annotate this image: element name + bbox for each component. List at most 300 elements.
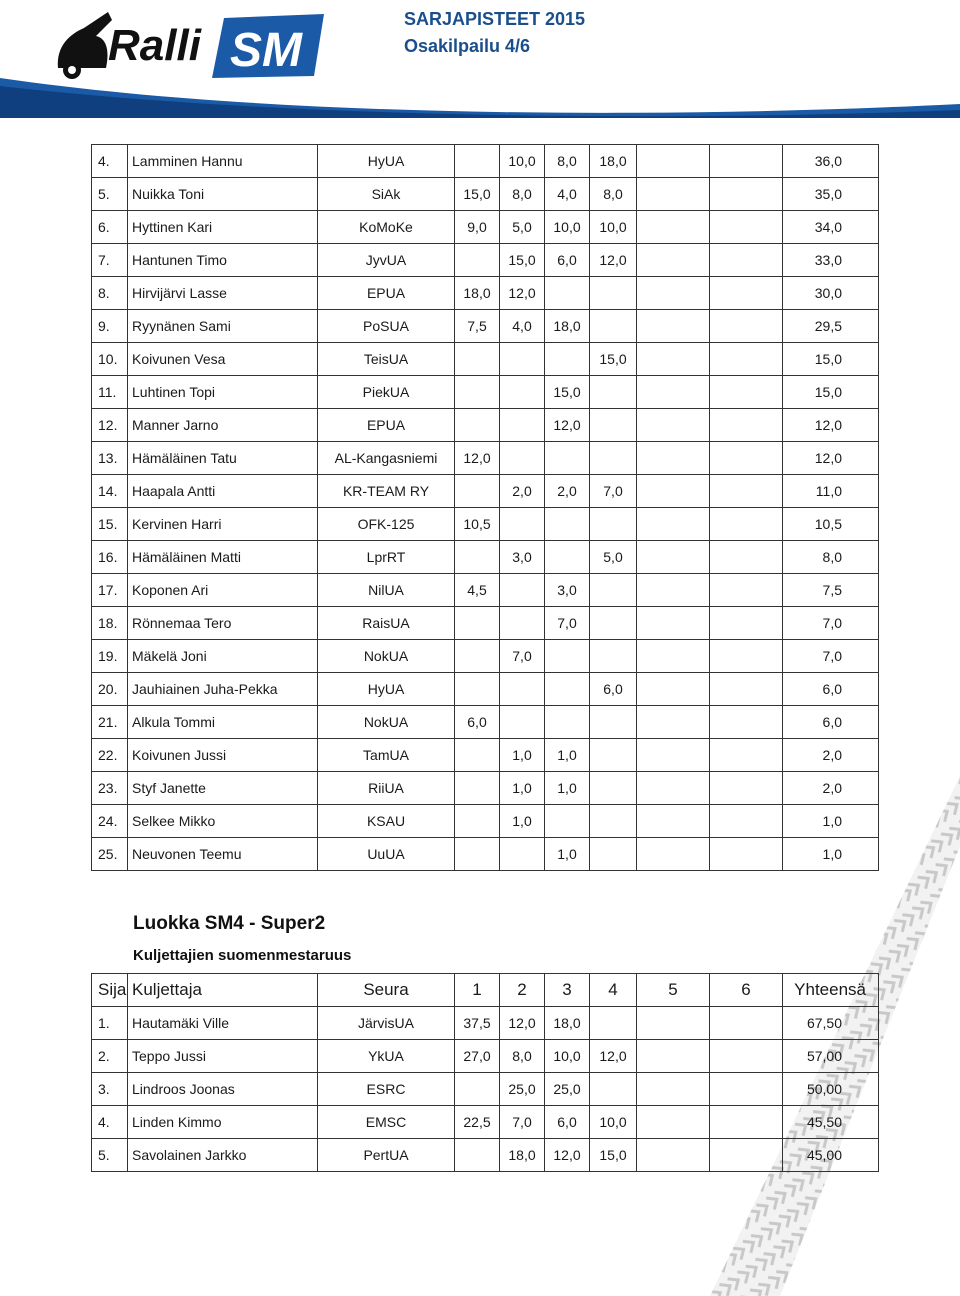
cell-r3: 15,0 bbox=[545, 376, 590, 409]
cell-r5 bbox=[637, 277, 710, 310]
cell-club: PoSUA bbox=[318, 310, 455, 343]
cell-total: 50,00 bbox=[783, 1073, 879, 1106]
table-row bbox=[92, 277, 879, 310]
cell-r3 bbox=[545, 706, 590, 739]
cell-r4: 8,0 bbox=[590, 178, 637, 211]
cell-pos: 14. bbox=[92, 475, 128, 508]
header-r5: 5 bbox=[637, 974, 710, 1007]
cell-r4 bbox=[590, 706, 637, 739]
cell-r6 bbox=[710, 739, 783, 772]
cell-name: Kervinen Harri bbox=[128, 508, 318, 541]
cell-r3: 8,0 bbox=[545, 145, 590, 178]
cell-r5 bbox=[637, 706, 710, 739]
cell-r4: 5,0 bbox=[590, 541, 637, 574]
logo-text-sm: SM bbox=[230, 24, 302, 77]
cell-r5 bbox=[637, 673, 710, 706]
cell-r4 bbox=[590, 277, 637, 310]
cell-r5 bbox=[637, 211, 710, 244]
cell-pos: 4. bbox=[92, 145, 128, 178]
cell-r6 bbox=[710, 805, 783, 838]
cell-r1: 27,0 bbox=[455, 1040, 500, 1073]
cell-r3 bbox=[545, 343, 590, 376]
cell-club: KR-TEAM RY bbox=[318, 475, 455, 508]
cell-pos: 5. bbox=[92, 1139, 128, 1172]
cell-name: Lindroos Joonas bbox=[128, 1073, 318, 1106]
cell-name: Teppo Jussi bbox=[128, 1040, 318, 1073]
cell-r1 bbox=[455, 838, 500, 871]
cell-r4 bbox=[590, 442, 637, 475]
cell-total: 36,0 bbox=[783, 145, 879, 178]
cell-r1 bbox=[455, 343, 500, 376]
cell-r1 bbox=[455, 640, 500, 673]
cell-r2 bbox=[500, 343, 545, 376]
cell-r1: 6,0 bbox=[455, 706, 500, 739]
cell-club: HyUA bbox=[318, 145, 455, 178]
table-row bbox=[92, 673, 879, 706]
cell-r6 bbox=[710, 178, 783, 211]
cell-pos: 5. bbox=[92, 178, 128, 211]
cell-club: RiiUA bbox=[318, 772, 455, 805]
cell-r2 bbox=[500, 706, 545, 739]
cell-club: EPUA bbox=[318, 409, 455, 442]
cell-r2 bbox=[500, 442, 545, 475]
cell-r6 bbox=[710, 343, 783, 376]
cell-total: 11,0 bbox=[783, 475, 879, 508]
cell-r2: 12,0 bbox=[500, 277, 545, 310]
cell-total: 7,5 bbox=[783, 574, 879, 607]
page-subtitle: Osakilpailu 4/6 bbox=[404, 36, 531, 56]
cell-pos: 25. bbox=[92, 838, 128, 871]
cell-name: Hirvijärvi Lasse bbox=[128, 277, 318, 310]
cell-r4 bbox=[590, 805, 637, 838]
cell-name: Jauhiainen Juha-Pekka bbox=[128, 673, 318, 706]
cell-name: Selkee Mikko bbox=[128, 805, 318, 838]
cell-r1 bbox=[455, 244, 500, 277]
cell-club: TeisUA bbox=[318, 343, 455, 376]
logo-sm-badge bbox=[212, 14, 324, 78]
cell-r2 bbox=[500, 508, 545, 541]
cell-r6 bbox=[710, 442, 783, 475]
cell-r1 bbox=[455, 376, 500, 409]
cell-club: TamUA bbox=[318, 739, 455, 772]
cell-r3: 6,0 bbox=[545, 244, 590, 277]
cell-r2: 12,0 bbox=[500, 1007, 545, 1040]
cell-r4 bbox=[590, 1073, 637, 1106]
cell-r3: 4,0 bbox=[545, 178, 590, 211]
cell-pos: 3. bbox=[92, 1073, 128, 1106]
cell-name: Nuikka Toni bbox=[128, 178, 318, 211]
cell-club: NilUA bbox=[318, 574, 455, 607]
cell-r5 bbox=[637, 145, 710, 178]
table-row bbox=[92, 244, 879, 277]
cell-r1 bbox=[455, 475, 500, 508]
cell-r5 bbox=[637, 772, 710, 805]
cell-name: Savolainen Jarkko bbox=[128, 1139, 318, 1172]
table-row bbox=[92, 607, 879, 640]
cell-r5 bbox=[637, 541, 710, 574]
cell-r6 bbox=[710, 673, 783, 706]
cell-club: ESRC bbox=[318, 1073, 455, 1106]
header-r2: 2 bbox=[500, 974, 545, 1007]
cell-r3 bbox=[545, 442, 590, 475]
cell-total: 35,0 bbox=[783, 178, 879, 211]
cell-name: Neuvonen Teemu bbox=[128, 838, 318, 871]
cell-pos: 12. bbox=[92, 409, 128, 442]
cell-club: JärvisUA bbox=[318, 1007, 455, 1040]
cell-r6 bbox=[710, 1106, 783, 1139]
cell-r6 bbox=[710, 541, 783, 574]
cell-r6 bbox=[710, 706, 783, 739]
cell-pos: 19. bbox=[92, 640, 128, 673]
cell-pos: 20. bbox=[92, 673, 128, 706]
cell-r4: 10,0 bbox=[590, 1106, 637, 1139]
cell-club: YkUA bbox=[318, 1040, 455, 1073]
cell-r1 bbox=[455, 1073, 500, 1106]
cell-r2 bbox=[500, 409, 545, 442]
cell-total: 30,0 bbox=[783, 277, 879, 310]
header-total: Yhteensä bbox=[783, 974, 879, 1007]
cell-r1 bbox=[455, 805, 500, 838]
cell-r3: 7,0 bbox=[545, 607, 590, 640]
header-club: Seura bbox=[318, 974, 455, 1007]
cell-r1 bbox=[455, 145, 500, 178]
cell-club: LprRT bbox=[318, 541, 455, 574]
cell-r6 bbox=[710, 409, 783, 442]
table-row bbox=[92, 178, 879, 211]
cell-r6 bbox=[710, 1040, 783, 1073]
cell-total: 6,0 bbox=[783, 673, 879, 706]
cell-r6 bbox=[710, 376, 783, 409]
cell-r2: 5,0 bbox=[500, 211, 545, 244]
cell-r5 bbox=[637, 244, 710, 277]
cell-pos: 9. bbox=[92, 310, 128, 343]
cell-r4 bbox=[590, 508, 637, 541]
table-row bbox=[92, 145, 879, 178]
cell-r4 bbox=[590, 1007, 637, 1040]
cell-r5 bbox=[637, 1007, 710, 1040]
logo-text-ralli: Ralli bbox=[108, 21, 201, 70]
cell-club: RaisUA bbox=[318, 607, 455, 640]
cell-club: PiekUA bbox=[318, 376, 455, 409]
cell-club: OFK-125 bbox=[318, 508, 455, 541]
cell-pos: 10. bbox=[92, 343, 128, 376]
cell-r3: 25,0 bbox=[545, 1073, 590, 1106]
cell-club: JyvUA bbox=[318, 244, 455, 277]
header-r3: 3 bbox=[545, 974, 590, 1007]
cell-pos: 22. bbox=[92, 739, 128, 772]
cell-r5 bbox=[637, 838, 710, 871]
cell-r6 bbox=[710, 1139, 783, 1172]
cell-r6 bbox=[710, 211, 783, 244]
cell-r6 bbox=[710, 607, 783, 640]
cell-r6 bbox=[710, 310, 783, 343]
cell-r5 bbox=[637, 574, 710, 607]
cell-total: 2,0 bbox=[783, 739, 879, 772]
cell-pos: 24. bbox=[92, 805, 128, 838]
cell-total: 57,00 bbox=[783, 1040, 879, 1073]
cell-r4 bbox=[590, 640, 637, 673]
cell-pos: 4. bbox=[92, 1106, 128, 1139]
cell-r3 bbox=[545, 640, 590, 673]
cell-r2 bbox=[500, 673, 545, 706]
cell-name: Rönnemaa Tero bbox=[128, 607, 318, 640]
table-row bbox=[92, 343, 879, 376]
cell-r4: 12,0 bbox=[590, 244, 637, 277]
cell-name: Koivunen Vesa bbox=[128, 343, 318, 376]
cell-r5 bbox=[637, 1073, 710, 1106]
cell-pos: 1. bbox=[92, 1007, 128, 1040]
cell-name: Hämäläinen Tatu bbox=[128, 442, 318, 475]
cell-club: UuUA bbox=[318, 838, 455, 871]
cell-r4 bbox=[590, 838, 637, 871]
cell-r1: 9,0 bbox=[455, 211, 500, 244]
table-row bbox=[92, 739, 879, 772]
cell-pos: 15. bbox=[92, 508, 128, 541]
cell-name: Hyttinen Kari bbox=[128, 211, 318, 244]
cell-r6 bbox=[710, 772, 783, 805]
cell-pos: 16. bbox=[92, 541, 128, 574]
header-r1: 1 bbox=[455, 974, 500, 1007]
cell-r4 bbox=[590, 574, 637, 607]
cell-r6 bbox=[710, 277, 783, 310]
cell-r5 bbox=[637, 739, 710, 772]
cell-name: Hantunen Timo bbox=[128, 244, 318, 277]
cell-name: Manner Jarno bbox=[128, 409, 318, 442]
cell-r3: 10,0 bbox=[545, 211, 590, 244]
page-title: SARJAPISTEET 2015 bbox=[404, 9, 586, 29]
cell-r5 bbox=[637, 1040, 710, 1073]
cell-pos: 2. bbox=[92, 1040, 128, 1073]
cell-pos: 11. bbox=[92, 376, 128, 409]
cell-total: 12,0 bbox=[783, 442, 879, 475]
cell-r6 bbox=[710, 1073, 783, 1106]
cell-total: 33,0 bbox=[783, 244, 879, 277]
cell-pos: 8. bbox=[92, 277, 128, 310]
cell-total: 45,50 bbox=[783, 1106, 879, 1139]
cell-r2: 4,0 bbox=[500, 310, 545, 343]
cell-r1: 18,0 bbox=[455, 277, 500, 310]
cell-total: 15,0 bbox=[783, 343, 879, 376]
cell-r2: 15,0 bbox=[500, 244, 545, 277]
cell-name: Linden Kimmo bbox=[128, 1106, 318, 1139]
cell-r2: 7,0 bbox=[500, 1106, 545, 1139]
cell-r3: 2,0 bbox=[545, 475, 590, 508]
cell-pos: 21. bbox=[92, 706, 128, 739]
cell-r5 bbox=[637, 805, 710, 838]
cell-r2 bbox=[500, 376, 545, 409]
cell-r4 bbox=[590, 607, 637, 640]
cell-club: EMSC bbox=[318, 1106, 455, 1139]
cell-total: 1,0 bbox=[783, 805, 879, 838]
header-r6: 6 bbox=[710, 974, 783, 1007]
cell-club: EPUA bbox=[318, 277, 455, 310]
cell-r3: 3,0 bbox=[545, 574, 590, 607]
cell-name: Mäkelä Joni bbox=[128, 640, 318, 673]
cell-club: HyUA bbox=[318, 673, 455, 706]
cell-club: SiAk bbox=[318, 178, 455, 211]
cell-r5 bbox=[637, 343, 710, 376]
cell-r1: 15,0 bbox=[455, 178, 500, 211]
cell-r1 bbox=[455, 673, 500, 706]
cell-r1 bbox=[455, 1139, 500, 1172]
cell-r3 bbox=[545, 508, 590, 541]
cell-total: 29,5 bbox=[783, 310, 879, 343]
cell-r3: 12,0 bbox=[545, 409, 590, 442]
cell-r2 bbox=[500, 838, 545, 871]
cell-r2: 8,0 bbox=[500, 178, 545, 211]
header-name: Kuljettaja bbox=[128, 974, 318, 1007]
table-row bbox=[92, 475, 879, 508]
cell-r6 bbox=[710, 838, 783, 871]
cell-r6 bbox=[710, 145, 783, 178]
cell-r1 bbox=[455, 541, 500, 574]
cell-r5 bbox=[637, 376, 710, 409]
table-row bbox=[92, 838, 879, 871]
cell-r2 bbox=[500, 607, 545, 640]
cell-r3 bbox=[545, 277, 590, 310]
table-row bbox=[92, 442, 879, 475]
cell-r1: 12,0 bbox=[455, 442, 500, 475]
cell-pos: 18. bbox=[92, 607, 128, 640]
cell-r3: 6,0 bbox=[545, 1106, 590, 1139]
cell-r6 bbox=[710, 640, 783, 673]
cell-r3 bbox=[545, 673, 590, 706]
cell-r4: 10,0 bbox=[590, 211, 637, 244]
cell-r3: 18,0 bbox=[545, 1007, 590, 1040]
cell-total: 7,0 bbox=[783, 607, 879, 640]
cell-r3: 1,0 bbox=[545, 838, 590, 871]
cell-name: Hautamäki Ville bbox=[128, 1007, 318, 1040]
results-table-upper bbox=[91, 144, 879, 871]
cell-pos: 7. bbox=[92, 244, 128, 277]
cell-name: Styf Janette bbox=[128, 772, 318, 805]
cell-club: PertUA bbox=[318, 1139, 455, 1172]
cell-name: Alkula Tommi bbox=[128, 706, 318, 739]
cell-r1: 10,5 bbox=[455, 508, 500, 541]
cell-r3 bbox=[545, 805, 590, 838]
header-pos: Sija bbox=[92, 974, 128, 1007]
cell-total: 67,50 bbox=[783, 1007, 879, 1040]
cell-r6 bbox=[710, 508, 783, 541]
table-row bbox=[92, 640, 879, 673]
cell-r5 bbox=[637, 640, 710, 673]
table-row bbox=[92, 310, 879, 343]
cell-r6 bbox=[710, 244, 783, 277]
cell-total: 7,0 bbox=[783, 640, 879, 673]
cell-total: 45,00 bbox=[783, 1139, 879, 1172]
cell-club: NokUA bbox=[318, 640, 455, 673]
cell-r2: 8,0 bbox=[500, 1040, 545, 1073]
cell-r2: 7,0 bbox=[500, 640, 545, 673]
cell-r4: 15,0 bbox=[590, 1139, 637, 1172]
cell-r5 bbox=[637, 442, 710, 475]
cell-r3 bbox=[545, 541, 590, 574]
table-row bbox=[92, 706, 879, 739]
cell-r2: 18,0 bbox=[500, 1139, 545, 1172]
cell-r4 bbox=[590, 739, 637, 772]
cell-r2: 1,0 bbox=[500, 772, 545, 805]
cell-r5 bbox=[637, 1139, 710, 1172]
rally-car-icon bbox=[58, 12, 112, 79]
cell-r6 bbox=[710, 475, 783, 508]
cell-r3: 1,0 bbox=[545, 772, 590, 805]
cell-r6 bbox=[710, 1007, 783, 1040]
cell-r4: 6,0 bbox=[590, 673, 637, 706]
cell-r5 bbox=[637, 310, 710, 343]
cell-r1 bbox=[455, 739, 500, 772]
table-row bbox=[92, 805, 879, 838]
cell-club: KSAU bbox=[318, 805, 455, 838]
table-row bbox=[92, 376, 879, 409]
cell-r1: 37,5 bbox=[455, 1007, 500, 1040]
cell-total: 34,0 bbox=[783, 211, 879, 244]
cell-r4 bbox=[590, 772, 637, 805]
cell-r4 bbox=[590, 409, 637, 442]
cell-total: 2,0 bbox=[783, 772, 879, 805]
cell-r4: 7,0 bbox=[590, 475, 637, 508]
cell-name: Haapala Antti bbox=[128, 475, 318, 508]
class-subtitle: Kuljettajien suomenmestaruus bbox=[133, 947, 352, 964]
table-row bbox=[92, 772, 879, 805]
cell-r1 bbox=[455, 607, 500, 640]
cell-total: 1,0 bbox=[783, 838, 879, 871]
cell-pos: 23. bbox=[92, 772, 128, 805]
table-row bbox=[92, 574, 879, 607]
cell-r2: 3,0 bbox=[500, 541, 545, 574]
cell-pos: 6. bbox=[92, 211, 128, 244]
cell-r4 bbox=[590, 310, 637, 343]
cell-r2: 1,0 bbox=[500, 739, 545, 772]
cell-name: Ryynänen Sami bbox=[128, 310, 318, 343]
cell-total: 10,5 bbox=[783, 508, 879, 541]
cell-r5 bbox=[637, 409, 710, 442]
cell-r3: 12,0 bbox=[545, 1139, 590, 1172]
cell-r3: 10,0 bbox=[545, 1040, 590, 1073]
cell-r5 bbox=[637, 607, 710, 640]
cell-r4: 18,0 bbox=[590, 145, 637, 178]
results-table-sm4 bbox=[91, 973, 879, 1172]
table-row bbox=[92, 211, 879, 244]
cell-name: Lamminen Hannu bbox=[128, 145, 318, 178]
cell-r5 bbox=[637, 508, 710, 541]
cell-r5 bbox=[637, 475, 710, 508]
cell-r1 bbox=[455, 772, 500, 805]
cell-total: 15,0 bbox=[783, 376, 879, 409]
cell-r4: 15,0 bbox=[590, 343, 637, 376]
class-title: Luokka SM4 - Super2 bbox=[133, 913, 326, 934]
cell-club: NokUA bbox=[318, 706, 455, 739]
table-row bbox=[92, 1040, 879, 1073]
ralli-sm-logo bbox=[52, 6, 332, 93]
cell-total: 6,0 bbox=[783, 706, 879, 739]
table-row bbox=[92, 1139, 879, 1172]
cell-name: Hämäläinen Matti bbox=[128, 541, 318, 574]
cell-r3: 1,0 bbox=[545, 739, 590, 772]
cell-pos: 17. bbox=[92, 574, 128, 607]
table-row bbox=[92, 1073, 879, 1106]
cell-r2: 10,0 bbox=[500, 145, 545, 178]
cell-r1: 4,5 bbox=[455, 574, 500, 607]
table-row bbox=[92, 508, 879, 541]
cell-r1 bbox=[455, 409, 500, 442]
cell-r5 bbox=[637, 178, 710, 211]
cell-r2: 25,0 bbox=[500, 1073, 545, 1106]
cell-r6 bbox=[710, 574, 783, 607]
table-row bbox=[92, 409, 879, 442]
cell-club: KoMoKe bbox=[318, 211, 455, 244]
cell-r3: 18,0 bbox=[545, 310, 590, 343]
cell-r4 bbox=[590, 376, 637, 409]
